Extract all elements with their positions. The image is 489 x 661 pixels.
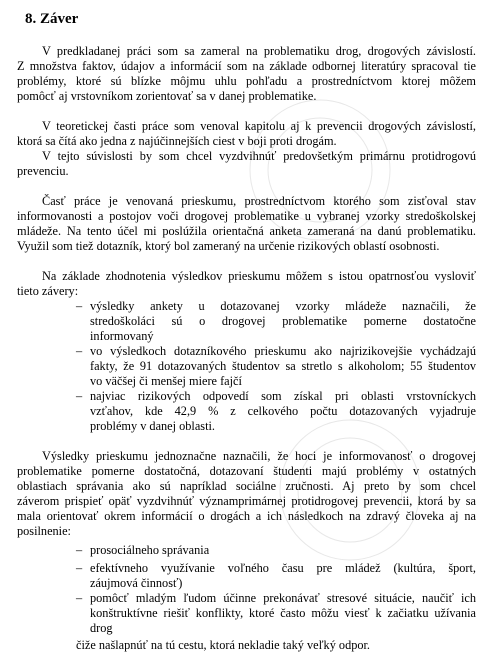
list-bullet: –: [76, 389, 83, 403]
list-item-line: vzťahov, kde 42,9 % z celkového počtu dotazovaných vyjadruje: [90, 404, 476, 418]
list-item-line: stredoškoláci sú o drogovej problematike pomerne dostatočne: [90, 314, 476, 328]
list-item-line: problémy v danej oblasti.: [90, 419, 215, 433]
list-bullet: –: [76, 543, 83, 557]
paragraph-line: ktorá sa čítá ako jedna z najúčinnejších ciest v boji proti drogám.: [17, 134, 337, 148]
paragraph-line: problémy, ktoré sú blízke môjmu uhlu pohľadu a prostredníctvom ktorej môžem: [17, 74, 476, 88]
paragraph-line: posilnenie:: [17, 524, 71, 538]
list-bullet: –: [76, 344, 83, 358]
paragraph-line: prevenciu.: [17, 164, 69, 178]
list-item-line: drog: [90, 621, 113, 635]
list-bullet: –: [76, 561, 83, 575]
list-item-line: vo výsledkoch dotazníkového prieskumu ako najrizikovejšie vychádzajú: [90, 344, 476, 358]
list-item-line: informovaný: [90, 329, 154, 343]
list-bullet: –: [76, 591, 83, 605]
list-item-line: fakty, že 91 dotazovaných študentov sa stretlo s alkoholom; 55 študentov: [90, 359, 476, 373]
paragraph-line: V teoretickej časti práce som venoval kapitolu aj k prevencii drogových závislostí,: [42, 119, 476, 133]
paragraph-line: mládeže. Na tento účel mi poslúžila orientačná anketa zameraná na danú problematiku.: [17, 224, 476, 238]
list-item-line: konštruktívne riešiť konflikty, ktoré často môžu viesť k začiatku užívania: [90, 606, 476, 620]
paragraph-line: Využil som tiež dotazník, ktorý bol zameraný na určenie rizikových oblastí osobnosti.: [17, 239, 440, 253]
paragraph-line: záverom prispieť opäť vyzdvihnúť významprimárnej protidrogovej prevencii, ktorá by sa: [17, 494, 476, 508]
paragraph-line: problematike pomerne dostatočná, dotazovaní študenti majú problémy v ostatných: [17, 464, 476, 478]
paragraph-line: V predkladanej práci som sa zameral na problematiku drog, drogových závislostí.: [42, 44, 476, 58]
paragraph-line: oblastiach správania ako sú napríklad sociálne zručnosti. Aj preto by som chcel: [17, 479, 476, 493]
chapter-heading: 8. Záver: [25, 11, 79, 27]
closing-line: čiže našlapnúť na tú cestu, ktorá nekladie taký veľký odpor.: [76, 638, 371, 652]
paragraph-line: Výsledky prieskumu jednoznačne naznačili, že hoci je informovanosť o drogovej: [42, 449, 476, 463]
list-item-line: výsledky ankety u dotazovanej vzorky mládeže naznačili, že: [90, 299, 476, 313]
paragraph-line: Na základe zhodnotenia výsledkov prieskumu môžem s istou opatrnosťou vysloviť: [42, 269, 476, 283]
paragraph-line: Časť práce je venovaná prieskumu, prostredníctvom ktorého som zisťoval stav: [42, 194, 476, 208]
list-item-line: najviac rizikových odpovedí som získal pri oblasti vrstovníckych: [90, 389, 476, 403]
list-item-line: pomôcť mladým ľudom účinne prekonávať stresové situácie, naučiť ich: [90, 591, 476, 605]
paragraph-line: mala orientovať okrem informácií o drogách a ich následkoch na zdravý človeka aj na: [17, 509, 476, 523]
list-item-line: efektívneho využívanie voľného času pre mládež (kultúra, šport,: [90, 561, 476, 575]
paragraph-line: informovanosti a postojov voči drogovej problematike u vybranej vzorky stredoškolskej: [17, 209, 476, 223]
paragraph-line: V tejto súvislosti by som chcel vyzdvihnúť predovšetkým primárnu protidrogovú: [42, 149, 476, 163]
list-item-line: vo väčšej či menšej miere fajčí: [90, 374, 242, 388]
list-item-line: záujmová činnosť): [90, 576, 183, 590]
list-bullet: –: [76, 299, 83, 313]
paragraph-line: Z množstva faktov, údajov a informácií som na základe odbornej literatúry spracoval tie: [17, 59, 476, 73]
paragraph-line: pomôcť aj vrstovníkom zorientovať sa v danej problematike.: [17, 89, 317, 103]
paragraph-line: tieto závery:: [17, 284, 79, 298]
list-item-line: prosociálneho správania: [90, 543, 210, 557]
